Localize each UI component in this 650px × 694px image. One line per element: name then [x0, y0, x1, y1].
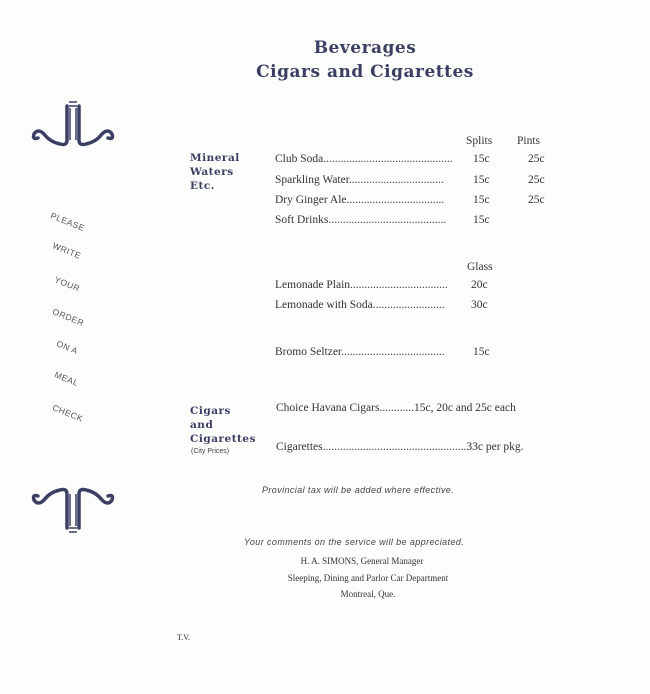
menu-item-price: 15c — [473, 194, 490, 206]
bottom-scroll-ornament — [30, 478, 116, 534]
menu-item-name: Club Soda............................................. — [275, 153, 453, 165]
category-label: Cigars — [190, 405, 231, 417]
menu-item-name: Soft Drinks......................................... — [275, 214, 447, 226]
menu-item-price: 25c — [528, 174, 545, 186]
column-header-pints: Pints — [517, 135, 541, 147]
menu-item-price: 25c — [528, 153, 545, 165]
menu-item-name: Sparkling Water................................. — [275, 174, 444, 186]
menu-item-line: Choice Havana Cigars............15c, 20c and 25c each — [276, 402, 516, 414]
category-label: Etc. — [190, 180, 215, 192]
menu-item-price: 15c — [473, 174, 490, 186]
manager-name: H. A. SIMONS, General Manager — [300, 556, 424, 566]
page-subtitle: Cigars and Cigarettes — [256, 62, 474, 82]
tax-note: Provincial tax will be added where effective. — [262, 485, 455, 495]
menu-item-price: 30c — [471, 299, 488, 311]
category-label: Mineral — [190, 152, 240, 164]
comments-note: Your comments on the service will be appreciated. — [244, 537, 465, 547]
column-header-glass: Glass — [467, 261, 493, 273]
menu-item-price: 25c — [528, 194, 545, 206]
menu-item-price: 15c — [473, 153, 490, 165]
side-notice-word: CHECK — [51, 402, 85, 424]
side-notice-word: YOUR — [53, 274, 82, 294]
menu-item-price: 20c — [471, 279, 488, 291]
initials: T.V. — [177, 633, 191, 642]
page-title: Beverages — [313, 38, 417, 58]
column-header-splits: Splits — [466, 135, 493, 147]
city-name: Montreal, Que. — [340, 589, 396, 599]
side-notice-word: ON A — [55, 338, 80, 356]
menu-item-line: Cigarettes..................................................33c per pkg. — [276, 441, 524, 453]
side-notice-word: WRITE — [51, 240, 83, 261]
menu-item-name: Lemonade Plain.................................. — [275, 279, 448, 291]
top-scroll-ornament — [30, 100, 116, 156]
menu-item-name: Lemonade with Soda......................... — [275, 299, 445, 311]
menu-item-price: 15c — [473, 346, 490, 358]
menu-item-name: Dry Ginger Ale.................................. — [275, 194, 445, 206]
menu-item-price: 15c — [473, 214, 490, 226]
category-label: Waters — [190, 166, 234, 178]
category-label: Cigarettes — [190, 433, 256, 445]
department-name: Sleeping, Dining and Parlor Car Department — [287, 573, 449, 583]
category-sublabel: (City Prices) — [191, 448, 230, 455]
side-notice-word: PLEASE — [49, 210, 87, 234]
side-notice-word: MEAL — [53, 369, 81, 389]
menu-item-name: Bromo Seltzer.................................... — [275, 346, 445, 358]
side-notice-word: ORDER — [51, 306, 86, 329]
category-label: and — [190, 419, 214, 431]
